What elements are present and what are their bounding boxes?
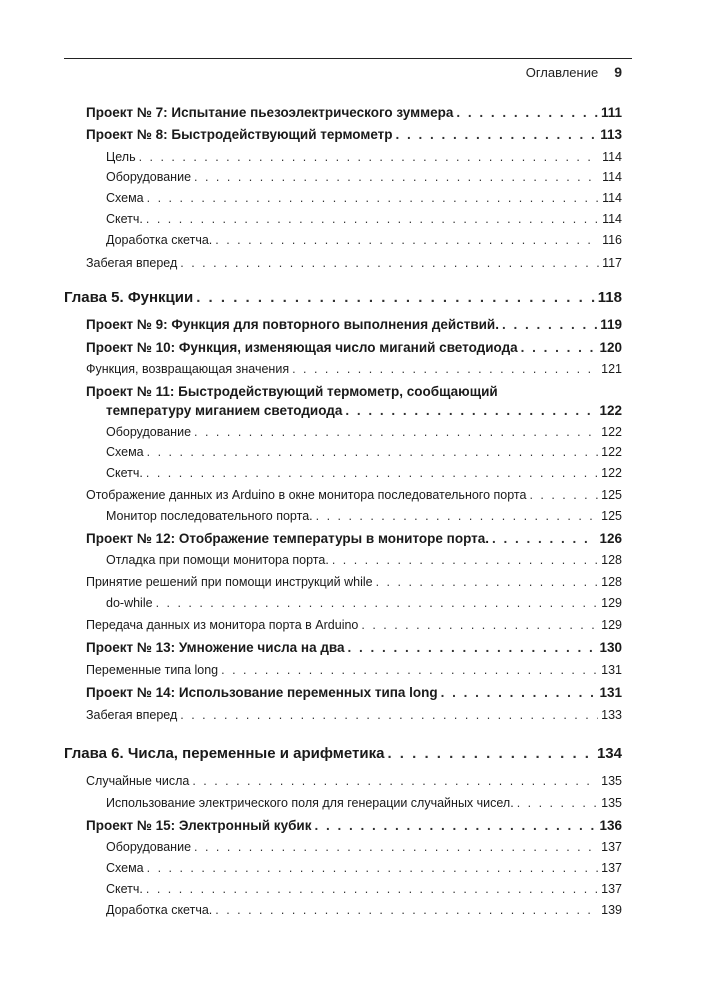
toc-entry-project-line2[interactable]: температуру миганием светодиода . . . 122 xyxy=(106,403,622,418)
toc-entry-section[interactable]: Переменные типа long . . . 131 xyxy=(86,663,622,677)
page-number: 9 xyxy=(614,64,622,80)
toc-entry-subsection[interactable]: Скетч. . . . 122 xyxy=(106,466,622,480)
toc-entry-section[interactable]: Случайные числа . . . 135 xyxy=(86,774,622,788)
toc-entry-project[interactable]: Проект № 12: Отображение температуры в мониторе порта. . . . 126 xyxy=(86,531,622,546)
toc-entry-subsection[interactable]: Доработка скетча. . . . 139 xyxy=(106,903,622,917)
running-head-title: Оглавление xyxy=(525,65,599,80)
toc-entry-subsection[interactable]: Доработка скетча. . . . 116 xyxy=(106,233,622,247)
toc-entry-chapter[interactable]: Глава 5. Функции . . . 118 xyxy=(64,289,622,306)
toc-entry-subsection[interactable]: Оборудование . . . 122 xyxy=(106,425,622,439)
toc-entry-project[interactable]: Проект № 13: Умножение числа на два . . . 130 xyxy=(86,640,622,655)
toc-entry-subsection[interactable]: Скетч. . . . 137 xyxy=(106,882,622,896)
toc-entry-chapter[interactable]: Глава 6. Числа, переменные и арифметика . . . 134 xyxy=(64,745,622,762)
toc-entry-project[interactable]: Проект № 10: Функция, изменяющая число миганий светодиода . . . 120 xyxy=(86,340,622,355)
toc-entry-subsection[interactable]: Оборудование . . . 114 xyxy=(106,170,622,184)
toc-entry-subsection[interactable]: Монитор последовательного порта. . . . 125 xyxy=(106,509,622,523)
toc-entry-subsection[interactable]: do-while . . . 129 xyxy=(106,596,622,610)
toc-entry-project[interactable]: Проект № 15: Электронный кубик . . . 136 xyxy=(86,818,622,833)
running-head xyxy=(526,64,622,80)
toc-entry-section[interactable]: Забегая вперед . . . 133 xyxy=(86,708,622,722)
toc-entry-section[interactable]: Забегая вперед . . . 117 xyxy=(86,256,622,270)
toc-entry-subsection[interactable]: Скетч. . . . 114 xyxy=(106,212,622,226)
toc-entry-section[interactable]: Отображение данных из Arduino в окне монитора последовательного порта . . . 125 xyxy=(86,488,622,502)
toc-entry-section[interactable]: Функция, возвращающая значения . . . 121 xyxy=(86,362,622,376)
toc-entry-subsection[interactable]: Схема . . . 114 xyxy=(106,191,622,205)
toc-entry-section[interactable]: Передача данных из монитора порта в Arduino . . . 129 xyxy=(86,618,622,632)
toc-entry-subsection[interactable]: Отладка при помощи монитора порта. . . . 128 xyxy=(106,553,622,567)
toc-entry-project[interactable]: Проект № 7: Испытание пьезоэлектрического зуммера . . . 111 xyxy=(86,105,622,120)
toc-entry-project[interactable]: Проект № 9: Функция для повторного выполнения действий. . . . 119 xyxy=(86,317,622,332)
toc-entry-subsection[interactable]: Схема . . . 122 xyxy=(106,445,622,459)
header-rule xyxy=(64,58,632,59)
toc-entry-project-line1[interactable]: Проект № 11: Быстродействующий термометр, сообщающий xyxy=(86,384,498,399)
toc-entry-subsection[interactable]: Использование электрического поля для генерации случайных чисел. . . . 135 xyxy=(106,796,622,810)
toc-entry-subsection[interactable]: Схема . . . 137 xyxy=(106,861,622,875)
toc-entry-project[interactable]: Проект № 8: Быстродействующий термометр . . . 113 xyxy=(86,127,622,142)
toc-entry-subsection[interactable]: Оборудование . . . 137 xyxy=(106,840,622,854)
toc-entry-section[interactable]: Принятие решений при помощи инструкций while . . . 128 xyxy=(86,575,622,589)
toc-entry-project[interactable]: Проект № 14: Использование переменных типа long . . . 131 xyxy=(86,685,622,700)
toc-entry-subsection[interactable]: Цель . . . 114 xyxy=(106,150,622,164)
